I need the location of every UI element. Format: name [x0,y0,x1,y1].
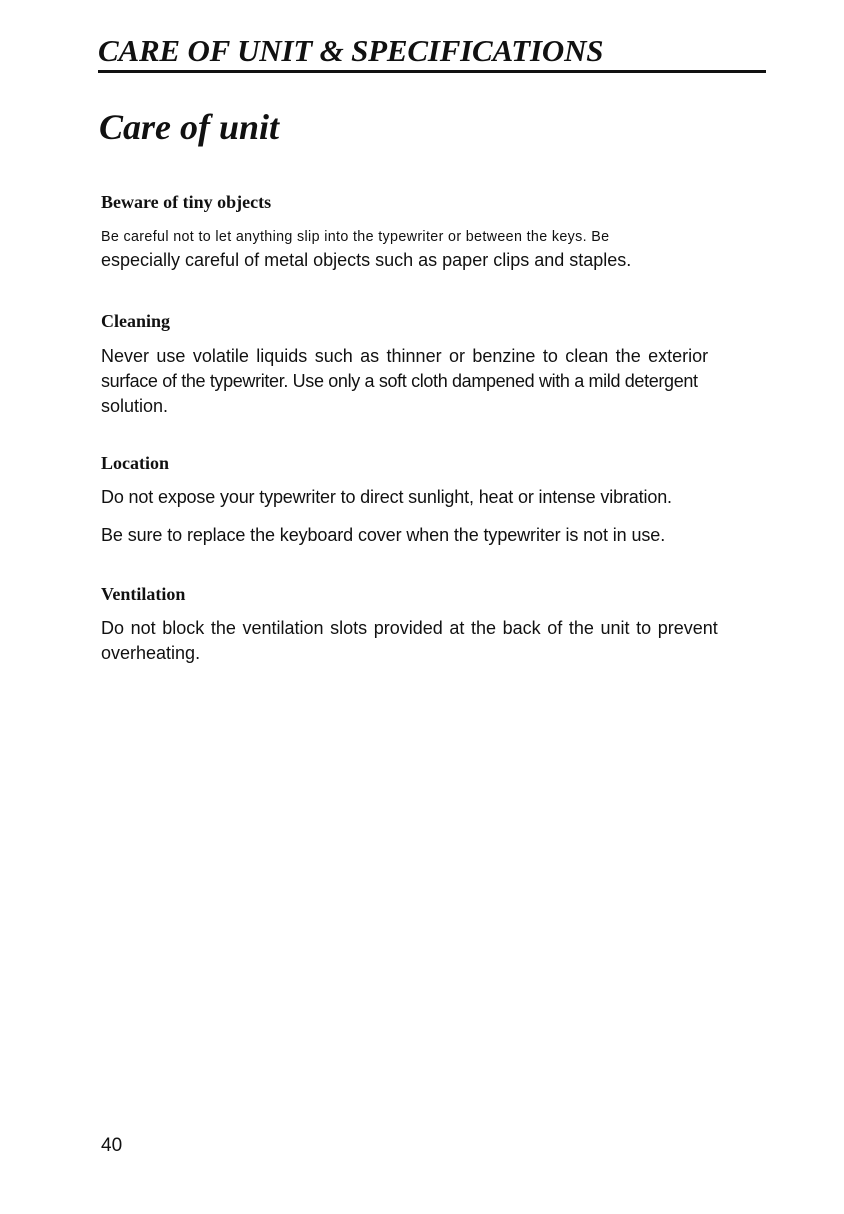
paragraph-cleaning [101,344,773,419]
heading-tiny-objects: Beware of tiny objects [101,192,272,212]
paragraph-tiny-objects [101,226,773,273]
paragraph-line: Never use volatile liquids such as thinner or benzine to clean the exterior [101,346,709,366]
chapter-title: CARE OF UNIT & SPECIFICATIONS [98,34,766,73]
paragraph-line: Do not block the ventilation slots provided at the back of the unit to prevent [101,618,718,638]
paragraph-line: especially careful of metal objects such as paper clips and staples. [101,250,632,270]
heading-ventilation: Ventilation [101,584,186,604]
paragraph-ventilation [101,616,773,666]
section-title: Care of unit [99,107,280,147]
paragraph-line: Be careful not to let anything slip into the typewriter or between the keys. Be [101,229,610,245]
paragraph-line: surface of the typewriter. Use only a soft cloth dampened with a mild detergent [101,371,698,391]
paragraph-location-cover [101,523,773,548]
page-number: 40 [101,1135,123,1156]
paragraph-line: solution. [101,396,169,416]
paragraph-line: Do not expose your typewriter to direct sunlight, heat or intense vibration. [101,487,672,507]
paragraph-line: Be sure to replace the keyboard cover when the typewriter is not in use. [101,525,666,545]
heading-location: Location [101,453,170,473]
paragraph-location-exposure [101,485,773,510]
heading-cleaning: Cleaning [101,311,171,331]
paragraph-line: overheating. [101,643,201,663]
